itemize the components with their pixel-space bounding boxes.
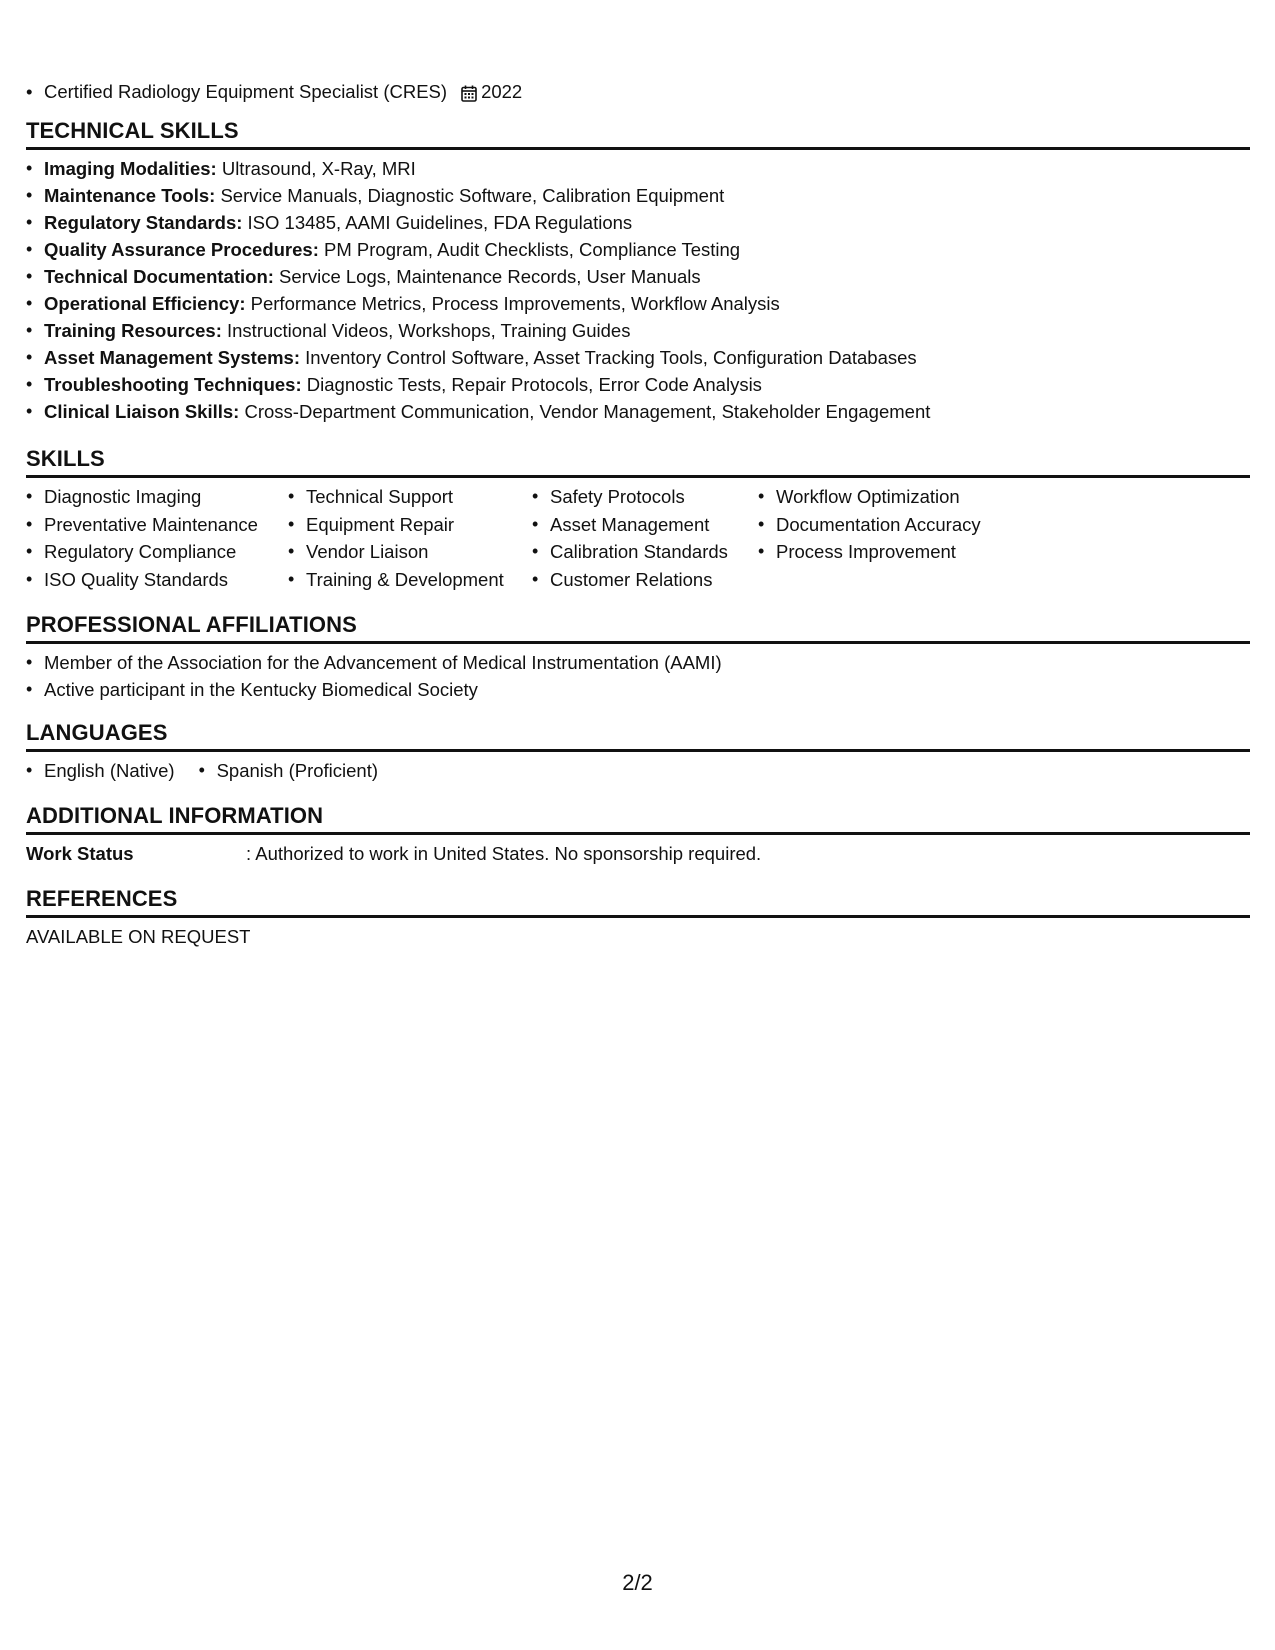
list-item: • Regulatory Standards: ISO 13485, AAMI Guidelines, FDA Regulations [26, 209, 1250, 236]
technical-skills-list [26, 155, 1250, 425]
section-title: LANGUAGES [26, 720, 1250, 752]
languages-list [26, 757, 1250, 784]
list-item: • Troubleshooting Techniques: Diagnostic Tests, Repair Protocols, Error Code Analysis [26, 371, 1250, 398]
skills-column [26, 483, 288, 593]
list-item: • Asset Management [532, 511, 758, 539]
languages-section [26, 720, 1250, 784]
list-item: • Technical Support [288, 483, 532, 511]
certification-item [26, 80, 523, 104]
list-item: • Diagnostic Imaging [26, 483, 288, 511]
work-status-label: Work Status [26, 843, 134, 864]
references-text: AVAILABLE ON REQUEST [26, 926, 251, 947]
work-status-row [26, 841, 1250, 867]
calendar-icon [461, 85, 477, 102]
list-item: • Member of the Association for the Advancement of Medical Instrumentation (AAMI) [26, 649, 1250, 676]
list-item: • Equipment Repair [288, 511, 532, 539]
page-number: 2/2 [622, 1570, 653, 1595]
list-item: • Operational Efficiency: Performance Metrics, Process Improvements, Workflow Analysis [26, 290, 1250, 317]
list-item: • ISO Quality Standards [26, 566, 288, 594]
references-section [26, 886, 1250, 950]
list-item: • Quality Assurance Procedures: PM Program, Audit Checklists, Compliance Testing [26, 236, 1250, 263]
list-item: • Regulatory Compliance [26, 538, 288, 566]
section-title: REFERENCES [26, 886, 1250, 918]
certification-name: Certified Radiology Equipment Specialist (CRES) [44, 81, 448, 102]
list-item: • Clinical Liaison Skills: Cross-Department Communication, Vendor Management, Stakeholder Engagement [26, 398, 1250, 425]
section-title: ADDITIONAL INFORMATION [26, 803, 1250, 835]
technical-skills-section [26, 118, 1250, 425]
list-item: • Process Improvement [758, 538, 1058, 566]
bullet: • [26, 81, 33, 102]
skills-columns [26, 483, 1250, 593]
section-title: SKILLS [26, 446, 1250, 478]
skills-column [758, 483, 1058, 593]
list-item: • Workflow Optimization [758, 483, 1058, 511]
list-item: • Documentation Accuracy [758, 511, 1058, 539]
list-item: • Preventative Maintenance [26, 511, 288, 539]
list-item: • Safety Protocols [532, 483, 758, 511]
list-item: • Asset Management Systems: Inventory Control Software, Asset Tracking Tools, Configuration Databases [26, 344, 1250, 371]
list-item: • Vendor Liaison [288, 538, 532, 566]
list-item: • Technical Documentation: Service Logs, Maintenance Records, User Manuals [26, 263, 1250, 290]
list-item: • Calibration Standards [532, 538, 758, 566]
work-status-value: : Authorized to work in United States. No sponsorship required. [246, 843, 762, 864]
skills-column [532, 483, 758, 593]
section-title: PROFESSIONAL AFFILIATIONS [26, 612, 1250, 644]
list-item: • Training & Development [288, 566, 532, 594]
list-item: • English (Native) [26, 757, 175, 784]
list-item: • Maintenance Tools: Service Manuals, Diagnostic Software, Calibration Equipment [26, 182, 1250, 209]
affiliations-section [26, 612, 1250, 703]
skills-section [26, 446, 1250, 593]
list-item: • Training Resources: Instructional Videos, Workshops, Training Guides [26, 317, 1250, 344]
list-item: • Imaging Modalities: Ultrasound, X-Ray, MRI [26, 155, 1250, 182]
list-item: • Spanish (Proficient) [199, 757, 378, 784]
skills-column [288, 483, 532, 593]
affiliations-list [26, 649, 1250, 703]
list-item: • Active participant in the Kentucky Biomedical Society [26, 676, 1250, 703]
section-title: TECHNICAL SKILLS [26, 118, 1250, 150]
list-item: • Customer Relations [532, 566, 758, 594]
additional-info-section [26, 803, 1250, 867]
certification-year: 2022 [481, 81, 523, 102]
